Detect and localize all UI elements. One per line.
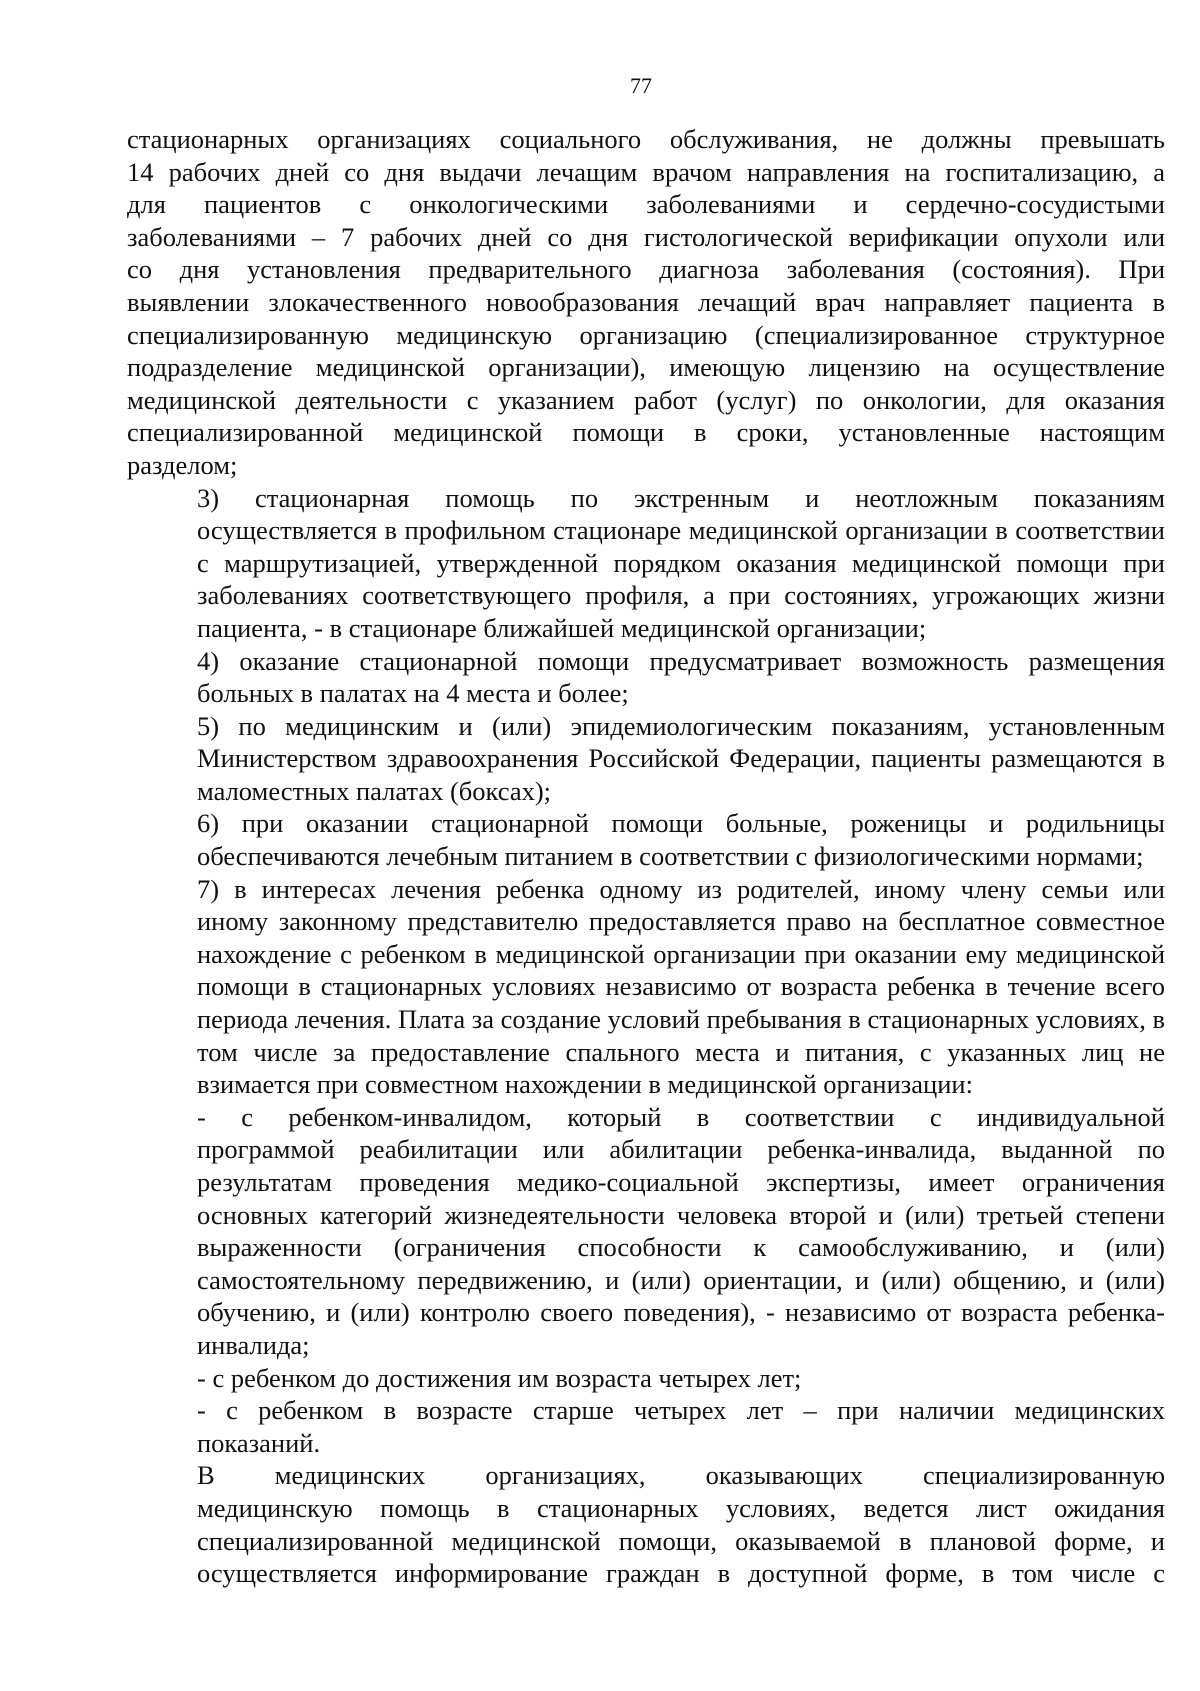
- text-line: медицинской деятельности с указанием работ (услуг) по онкологии, для оказания: [127, 384, 1165, 415]
- text-line: взимается при совместном нахождении в медицинской организации:: [197, 1069, 973, 1100]
- text-line: заболеваниями – 7 рабочих дней со дня гистологической верификации опухоли или: [127, 221, 1165, 252]
- text-line: со дня установления предварительного диагноза заболевания (состояния). При: [127, 254, 1165, 285]
- text-line: - с ребенком-инвалидом, который в соответствии с индивидуальной: [197, 1101, 1165, 1132]
- text-line: помощи в стационарных условиях независимо от возраста ребенка в течение всего: [197, 971, 1165, 1002]
- text-line: инвалида;: [197, 1329, 310, 1360]
- text-line: подразделение медицинской организации), имеющую лицензию на осуществление: [127, 352, 1165, 383]
- text-line: специализированной медицинской помощи, оказываемой в плановой форме, и: [197, 1525, 1165, 1556]
- text-line: обучению, и (или) контролю своего поведения), - независимо от возраста ребенка-: [197, 1297, 1165, 1328]
- text-line: В медицинских организациях, оказывающих специализированную: [197, 1460, 1165, 1491]
- text-line: периода лечения. Плата за создание условий пребывания в стационарных условиях, в: [197, 1004, 1165, 1035]
- text-line: 4) оказание стационарной помощи предусматривает возможность размещения: [197, 645, 1165, 676]
- paragraph: [127, 482, 1165, 645]
- text-line: стационарных организациях социального обслуживания, не должны превышать: [127, 124, 1165, 154]
- document-body: [127, 123, 1165, 1590]
- paragraph: [127, 873, 1165, 1101]
- text-line: - с ребенком в возрасте старше четырех лет – при наличии медицинских: [197, 1395, 1165, 1426]
- text-line: самостоятельному передвижению, и (или) ориентации, и (или) общению, и (или): [197, 1264, 1165, 1295]
- text-line: заболеваниях соответствующего профиля, а при состояниях, угрожающих жизни: [197, 580, 1165, 611]
- text-line: пациента, - в стационаре ближайшей медицинской организации;: [197, 612, 927, 643]
- text-line: показаний.: [197, 1427, 321, 1458]
- text-line: разделом;: [127, 449, 238, 480]
- text-line: для пациентов с онкологическими заболеваниями и сердечно-сосудистыми: [127, 189, 1165, 220]
- text-line: осуществляется в профильном стационаре медицинской организации в соответствии: [197, 515, 1165, 546]
- text-line: 5) по медицинским и (или) эпидемиологическим показаниям, установленным: [197, 710, 1165, 741]
- text-line: 7) в интересах лечения ребенка одному из родителей, иному члену семьи или: [197, 873, 1165, 904]
- text-line: том числе за предоставление спального места и питания, с указанных лиц не: [197, 1036, 1165, 1067]
- text-line: медицинскую помощь в стационарных условиях, ведется лист ожидания: [197, 1492, 1165, 1523]
- text-line: больных в палатах на 4 места и более;: [197, 678, 629, 709]
- text-line: 6) при оказании стационарной помощи больные, роженицы и родильницы: [197, 808, 1165, 839]
- text-line: нахождение с ребенком в медицинской организации при оказании ему медицинской: [197, 938, 1165, 969]
- text-line: маломестных палатах (боксах);: [197, 775, 552, 806]
- text-line: Министерством здравоохранения Российской Федерации, пациенты размещаются в: [197, 743, 1165, 774]
- text-line: иному законному представителю предоставляется право на бесплатное совместное: [197, 906, 1165, 937]
- text-line: выраженности (ограничения способности к самообслуживанию, и (или): [197, 1232, 1165, 1263]
- text-line: выявлении злокачественного новообразования лечащий врач направляет пациента в: [127, 286, 1165, 317]
- paragraph: [127, 807, 1165, 872]
- paragraph: [127, 645, 1165, 710]
- text-line: - с ребенком до достижения им возраста четырех лет;: [197, 1362, 802, 1393]
- text-line: 3) стационарная помощь по экстренным и неотложным показаниям: [197, 482, 1165, 513]
- text-line: основных категорий жизнедеятельности человека второй и (или) третьей степени: [197, 1199, 1165, 1230]
- text-line: с маршрутизацией, утвержденной порядком оказания медицинской помощи при: [197, 547, 1165, 578]
- text-line: результатам проведения медико-социальной экспертизы, имеет ограничения: [197, 1167, 1165, 1197]
- page-number: 77: [630, 73, 652, 98]
- paragraph: [127, 1394, 1165, 1459]
- text-line: специализированную медицинскую организацию (специализированное структурное: [127, 319, 1165, 350]
- paragraph: [127, 1459, 1165, 1589]
- text-line: специализированной медицинской помощи в сроки, установленные настоящим: [127, 417, 1165, 448]
- paragraph: [127, 123, 1165, 482]
- paragraph: [127, 1362, 1165, 1395]
- text-line: осуществляется информирование граждан в доступной форме, в том числе с: [197, 1558, 1165, 1589]
- paragraph: [127, 710, 1165, 808]
- text-line: 14 рабочих дней со дня выдачи лечащим врачом направления на госпитализацию, а: [127, 156, 1165, 187]
- text-line: обеспечиваются лечебным питанием в соответствии с физиологическими нормами;: [197, 841, 1144, 872]
- text-line: программой реабилитации или абилитации ребенка-инвалида, выданной по: [197, 1134, 1165, 1165]
- paragraph: [127, 1101, 1165, 1362]
